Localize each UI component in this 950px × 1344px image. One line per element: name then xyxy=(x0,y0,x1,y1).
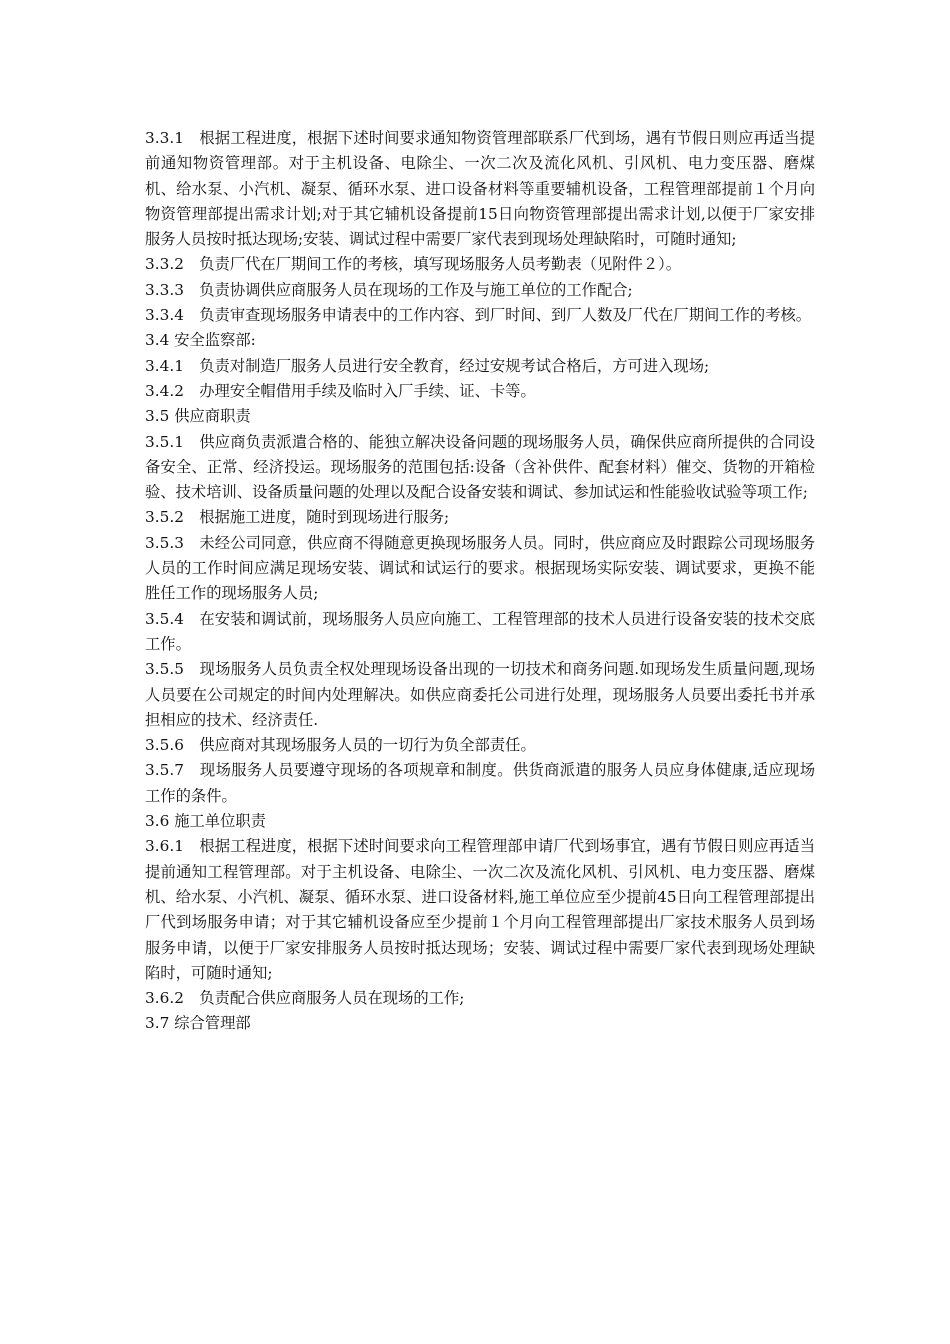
paragraph-3-6-1: 3.6.1 根据工程进度，根据下述时间要求向工程管理部申请厂代到场事宜，遇有节假日则应再适当提前通知工程管理部。对于主机设备、电除尘、一次二次及流化风机、引风机、电力变压器、磨煤机、给水泵、小汽机、凝泵、循环水泵、进口设备材料,施工单位应至少提前45日向工程管理部提出厂代到场服务申请；对于其它辅机设备应至少提前１个月向工程管理部提出厂家技术服务人员到场服务申请，以便于厂家安排服务人员按时抵达现场；安装、调试过程中需要厂家代表到现场处理缺陷时，可随时通知; xyxy=(145,837,815,982)
section-heading-3-6: 3.6 施工单位职责 xyxy=(145,812,266,831)
paragraph-3-5-6: 3.5.6 供应商对其现场服务人员的一切行为负全部责任。 xyxy=(145,736,536,755)
section-heading-3-4: 3.4 安全监察部: xyxy=(145,331,256,350)
paragraph-3-4-1: 3.4.1 负责对制造厂服务人员进行安全教育，经过安规考试合格后，方可进入现场; xyxy=(145,356,710,375)
section-heading-3-5: 3.5 供应商职责 xyxy=(145,407,251,426)
document-body xyxy=(145,126,815,1037)
paragraph-3-3-4: 3.3.4 负责审查现场服务申请表中的工作内容、到厂时间、到厂人数及厂代在厂期间工作的考核。 xyxy=(145,306,812,325)
paragraph-3-5-4: 3.5.4 在安装和调试前，现场服务人员应向施工、工程管理部的技术人员进行设备安装的技术交底工作。 xyxy=(145,609,815,653)
section-heading-3-7: 3.7 综合管理部 xyxy=(145,1014,251,1033)
paragraph-3-6-2: 3.6.2 负责配合供应商服务人员在现场的工作; xyxy=(145,989,465,1008)
paragraph-3-3-2: 3.3.2 负责厂代在厂期间工作的考核，填写现场服务人员考勤表（见附件２）。 xyxy=(145,255,682,274)
paragraph-3-5-7: 3.5.7 现场服务人员要遵守现场的各项规章和制度。供货商派遣的服务人员应身体健康,适应现场工作的条件。 xyxy=(145,761,815,805)
paragraph-3-3-3: 3.3.3 负责协调供应商服务人员在现场的工作及与施工单位的工作配合; xyxy=(145,280,633,299)
paragraph-3-5-2: 3.5.2 根据施工进度，随时到现场进行服务; xyxy=(145,508,450,527)
paragraph-3-5-1: 3.5.1 供应商负责派遣合格的、能独立解决设备问题的现场服务人员，确保供应商所提供的合同设备安全、正常、经济投运。现场服务的范围包括:设备（含补供件、配套材料）催交、货物的开箱检验、技术培训、设备质量问题的处理以及配合设备安装和调试、参加试运和性能验收试验等项工作; xyxy=(145,432,815,502)
paragraph-3-5-5: 3.5.5 现场服务人员负责全权处理现场设备出现的一切技术和商务问题.如现场发生质量问题,现场人员要在公司规定的时间内处理解决。如供应商委托公司进行处理，现场服务人员要出委托书并承担相应的技术、经济责任. xyxy=(145,660,815,729)
paragraph-3-3-1: 3.3.1 根据工程进度，根据下述时间要求通知物资管理部联系厂代到场，遇有节假日则应再适当提前通知物资管理部。对于主机设备、电除尘、一次二次及流化风机、引风机、电力变压器、磨煤机、给水泵、小汽机、凝泵、循环水泵、进口设备材料等重要辅机设备，工程管理部提前１个月向物资管理部提出需求计划;对于其它辅机设备提前15日向物资管理部提出需求计划,以便于厂家安排服务人员按时抵达现场;安装、调试过程中需要厂家代表到现场处理缺陷时，可随时通知; xyxy=(145,129,815,249)
paragraph-3-5-3: 3.5.3 未经公司同意，供应商不得随意更换现场服务人员。同时，供应商应及时跟踪公司现场服务人员的工作时间应满足现场安装、调试和试运行的要求。根据现场实际安装、调试要求，更换不能胜任工作的现场服务人员; xyxy=(145,533,815,603)
paragraph-3-4-2: 3.4.2 办理安全帽借用手续及临时入厂手续、证、卡等。 xyxy=(145,381,536,400)
